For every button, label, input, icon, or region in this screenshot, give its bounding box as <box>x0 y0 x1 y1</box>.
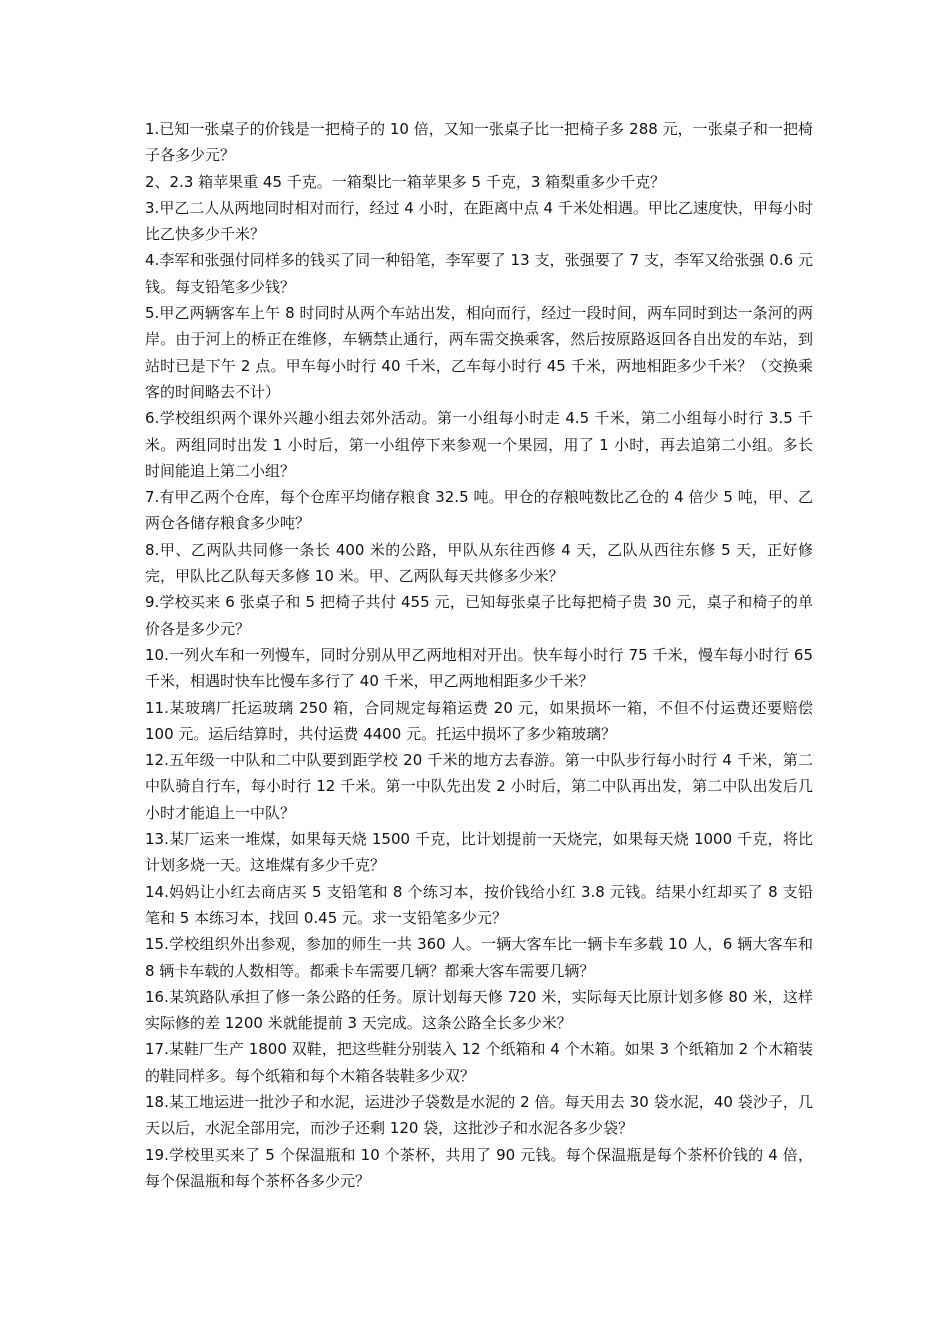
problem-11: 11.某玻璃厂托运玻璃 250 箱，合同规定每箱运费 20 元，如果损坏一箱，不但不付运费还要赔偿 100 元。运后结算时，共付运费 4400 元。托运中损坏了多少箱玻璃？ <box>145 698 813 743</box>
problem-1: 1.已知一张桌子的价钱是一把椅子的 10 倍，又知一张桌子比一把椅子多 288 元，一张桌子和一把椅子各多少元？ <box>145 120 813 165</box>
problem-4: 4.李军和张强付同样多的钱买了同一种铅笔，李军要了 13 支，张强要了 7 支，李军又给张强 0.6 元钱。每支铅笔多少钱？ <box>145 251 813 296</box>
problem-6: 6.学校组织两个课外兴趣小组去郊外活动。第一小组每小时走 4.5 千米，第二小组每小时行 3.5 千米。两组同时出发 1 小时后，第一小组停下来参观一个果园，用了 1 小时，再去追第二小组。多长时间能追上第二小组？ <box>145 409 813 480</box>
problem-16: 16.某筑路队承担了修一条公路的任务。原计划每天修 720 米，实际每天比原计划多修 80 米，这样实际修的差 1200 米就能提前 3 天完成。这条公路全长多少米？ <box>145 987 813 1033</box>
problem-19: 19.学校里买来了 5 个保温瓶和 10 个茶杯，共用了 90 元钱。每个保温瓶是每个茶杯价钱的 4 倍，每个保温瓶和每个茶杯各多少元？ <box>145 1145 813 1190</box>
problem-15: 15.学校组织外出参观，参加的师生一共 360 人。一辆大客车比一辆卡车多载 10 人，6 辆大客车和 8 辆卡车载的人数相等。都乘卡车需要几辆？都乘大客车需要几辆？ <box>145 935 813 980</box>
problem-14: 14.妈妈让小红去商店买 5 支铅笔和 8 个练习本，按价钱给小红 3.8 元钱。结果小红却买了 8 支铅笔和 5 本练习本，找回 0.45 元。求一支铅笔多少元？ <box>145 882 813 927</box>
problem-12: 12.五年级一中队和二中队要到距学校 20 千米的地方去春游。第一中队步行每小时行 4 千米，第二中队骑自行车，每小时行 12 千米。第一中队先出发 2 小时后，第二中队再出发，第二中队出发后几小时才能追上一中队？ <box>145 751 813 822</box>
problem-8: 8.甲、乙两队共同修一条长 400 米的公路，甲队从东往西修 4 天，乙队从西往东修 5 天，正好修完，甲队比乙队每天多修 10 米。甲、乙两队每天共修多少米？ <box>145 540 813 586</box>
problem-3: 3.甲乙二人从两地同时相对而行，经过 4 小时，在距离中点 4 千米处相遇。甲比乙速度快，甲每小时比乙快多少千米？ <box>145 198 813 244</box>
problem-9: 9.学校买来 6 张桌子和 5 把椅子共付 455 元，已知每张桌子比每把椅子贵 30 元，桌子和椅子的单价各是多少元？ <box>145 593 813 638</box>
problem-17: 17.某鞋厂生产 1800 双鞋，把这些鞋分别装入 12 个纸箱和 4 个木箱。如果 3 个纸箱加 2 个木箱装的鞋同样多。每个纸箱和每个木箱各装鞋多少双？ <box>145 1040 813 1085</box>
problem-2: 2、2.3 箱苹果重 45 千克。一箱梨比一箱苹果多 5 千克，3 箱梨重多少千克？ <box>145 172 666 191</box>
problem-13: 13.某厂运来一堆煤，如果每天烧 1500 千克，比计划提前一天烧完，如果每天烧 1000 千克，将比计划多烧一天。这堆煤有多少千克？ <box>145 830 813 875</box>
problem-5: 5.甲乙两辆客车上午 8 时同时从两个车站出发，相向而行，经过一段时间，两车同时到达一条河的两岸。由于河上的桥正在维修，车辆禁止通行，两车需交换乘客，然后按原路返回各自出发的车站，到站时已是下午 2 点。甲车每小时行 40 千米，乙车每小时行 45 千米，两地相距多少千米？（交换乘客的时间略去不计） <box>145 304 813 401</box>
problem-18: 18.某工地运进一批沙子和水泥，运进沙子袋数是水泥的 2 倍。每天用去 30 袋水泥，40 袋沙子，几天以后，水泥全部用完，而沙子还剩 120 袋，这批沙子和水泥各多少袋？ <box>145 1092 813 1138</box>
problem-7: 7.有甲乙两个仓库，每个仓库平均储存粮食 32.5 吨。甲仓的存粮吨数比乙仓的 4 倍少 5 吨，甲、乙两仓各储存粮食多少吨？ <box>145 488 813 533</box>
problem-10: 10.一列火车和一列慢车，同时分别从甲乙两地相对开出。快车每小时行 75 千米，慢车每小时行 65 千米，相遇时快车比慢车多行了 40 千米，甲乙两地相距多少千米？ <box>145 645 813 691</box>
problem-list <box>145 116 813 1194</box>
